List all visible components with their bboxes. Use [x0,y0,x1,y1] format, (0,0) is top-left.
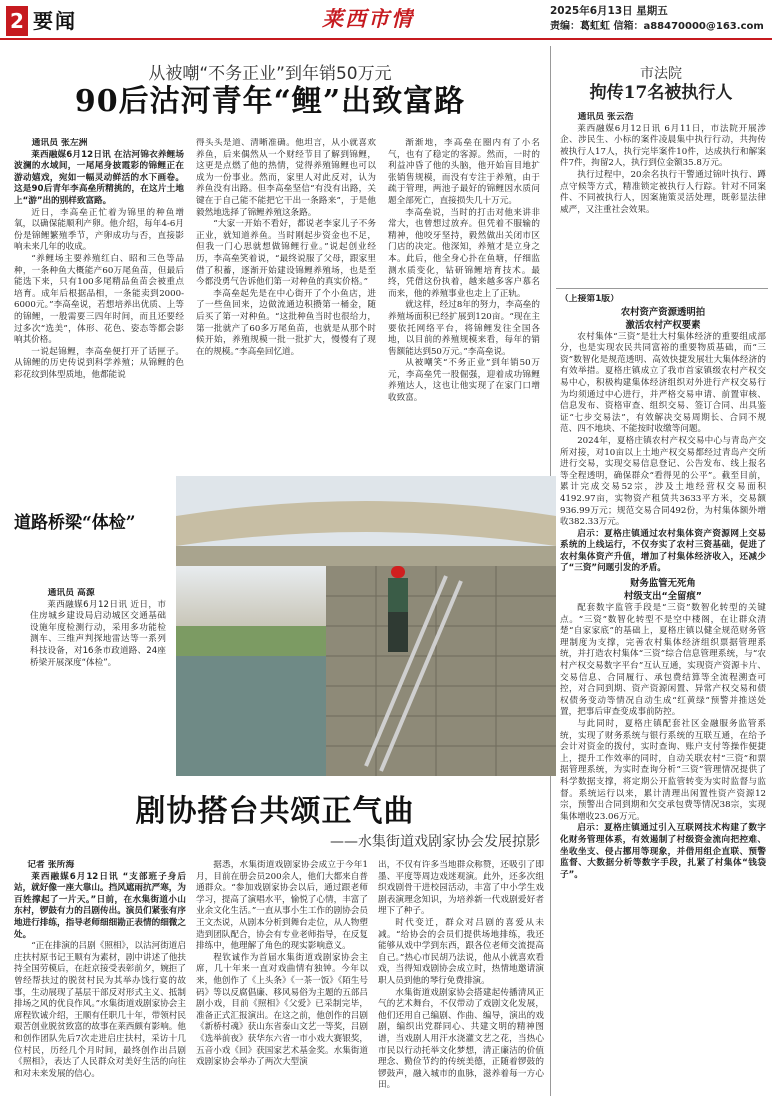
a3-title: 拘传17名被执行人 [589,83,733,103]
a2-reporter: 通讯员 高源 [47,588,95,598]
a3-body [560,112,766,282]
a5-col-3 [378,860,544,1100]
a2-title: 道路桥梁“体检” [14,513,136,533]
a1-title: 90后沽河青年“鲤”出致富路 [74,84,466,119]
a5-c3-p3: 水集街道戏剧家协会搭建起传播清风正气的艺术舞台，不仅带动了戏剧文化发展，他们还用自己编剧、作曲、编导，演出的戏剧，编织出党群同心、共建文明的精神图谱，当戏剧人用汗水浇灌文艺之花，当热心市民以行动托举文化梦想，清正廉洁的价值理念、勤俭节约的传统美德，正随着锣鼓的锣鼓声，融入城市的血脉，滋养着每一方心田。 [378,987,544,1091]
a5-subtitle: ——水集街道戏剧家协会发展掠影 [330,834,540,850]
a1-reporter: 通讯员 张左洲 [31,138,88,148]
a1-col-2 [196,138,376,428]
a5-c2-p2: 程钦诚作为首届水集街道戏剧家协会主席，几十年来一直对戏曲情有独钟。今年以来，他创作了《上头条》《一茶一饭》《陌生号码》等以反腐倡廉、移风易俗为主题的五部吕剧小戏，目前《照相》《父爱》已采制完毕，准备正式汇报演出。在这之前，他创作的吕剧《新桥村魂》获山东省泰山文艺一等奖，吕剧《选举前夜》获华东六省一市小戏大赛银奖，五音小戏《回》获国家艺术基金奖。水集街道戏剧家协会举办了两次大型演 [196,952,368,1068]
a3-kicker: 市法院 [640,66,682,82]
a2-text: 莱西融媒6月12日讯 近日，市住房城乡建设局启动城区交通基础设施年度检测行动，采用多功能检测车、三维声判探地雷达等一系列科技设备，对16条市政道路、24座桥梁开展深度“体检”。 [30,599,166,668]
a1-col-3 [388,138,540,428]
a4-insight-1: 启示：夏格庄镇通过农村集体资产资源网上交易系统的上线运行，不仅夯实了农村三资基础，促进了农村集体资产升值，增加了村集体经济收入，还减少了“三资”问题引发的矛盾。 [560,528,766,574]
a5-c2-p1: 据悉，水集街道戏剧家协会成立于今年1月，目前在册会员200余人，他们大都来自普通群众。“参加戏剧家协会以后，通过跟老师学习，提高了演唱水平，愉悦了心情，丰富了业余文化生活。”一直从事小生工作的剧协会员王文杰说，从剧本分析到舞台走位，从人物塑造到团队配合，协会有专业老师指导，在反复排练中，他理解了角色的现实影响意义。 [196,860,368,952]
a1-kicker: 从被嘲“不务正业”到年销50万元 [148,64,392,84]
a1-c3-p4: 从被嘲笑“不务正业”到年销50万元，李高垒凭一股倔强，迎着成功锦鲤养殖达人，这也让他实现了在家门口增收致富。 [388,358,540,404]
issue-date: 2025年6月13日 星期五 [550,5,668,17]
a4-insight-2: 启示：夏格庄镇通过引入互联网技术构建了数字化财务管理体系，有效遏制了村级资金流向把控难、坐收坐支、侵占挪用等现象，并借用组企直联、预警监督、大数据分析等数字手段，扎紧了村集体“钱袋子”。 [560,823,766,880]
a4-subtitle-1: 农村资产资源透明拍 激活农村产权要素 [620,306,706,331]
a3-p1: 莱西融媒6月12日讯 6月11日，市法院开展涉企、涉民生、小标的案件凌晨集中执行行动，共拘传被执行人17人，执行完毕案件10件，达成执行和解案件7件，拘留2人，执行到位金额35.8万元。 [560,123,766,169]
a5-c1-p1: 莱西融媒6月12日讯 “支部班子身后站，就好像一座大靠山。挡风遮雨抗严寒，为百姓撑起了一片天。”日前，在水集街道小山东村，锣鼓有力的吕剧传出。演员们紧张有序地进行排练，指导老师细细勘正表情的细微之处。 [14,871,186,940]
a4-p2: 2024年，夏格庄镇农村产权交易中心与青岛产交所对接，对10亩以上土地产权交易都经过青岛产交所进行交易，实现交易信息登记、公告发布、线上报名等全程透明，确保群众“看得见的公平”。截至目前，累计完成交易52宗，涉及土地经营权交易面积4192.97亩，实物资产租赁共3633平方米，交易额936.99万元；规范交易合同492份，为村集体额外增收382.33万元。 [560,435,766,528]
a4-continued: （上接第1版） [560,294,619,304]
a5-c1-p2: “正在排演的吕剧《照相》，以沽河街道启庄扶村原书记王顺有为素材，剧中讲述了他扶持全国劳模后，在赶京接受表彰前夕，婉拒了曾经帮扶过的脱贫村民为其举办饯行宴的故事，生动展现了基层干部反对形式主义、抵制排场之风的优良作风。”水集街道戏剧家协会主席程钦诚介绍，王顺有任职几十年，带领村民艰苦创业脱贫致富的故事在莱西颇有影响。他和创作团队先后7次走进启庄扶村，采访十几位村民，历经几个月时间，最终创作出吕剧《照相》，表达了人民群众对美好生活的向往和对未来发展的信心。 [14,941,186,1079]
newspaper-logo: 莱西市情 [322,6,414,31]
a3-p2: 执行过程中，20余名执行干警通过锦叶执行、蹲点守候等方式，精准锁定被执行人行踪。针对不同案件、不同被执行人，因案施策灵活处理，既彰显法律威严，又注重社会效果。 [560,169,766,215]
a4-subtitle-2: 财务监管无死角 村级支出“全留痕” [624,578,702,603]
section-title: 要闻 [33,9,77,33]
a5-col-1 [14,860,186,1100]
a5-c3-p2: 时代变迁，群众对吕剧的喜爱从未减。“给协会的会员们提供场地排练，我还能够从戏中学到东西，跟各位老师交流提高自己。”热心市民胡乃法说，他从小就喜欢看戏，当得知戏剧协会成立时，热情地邀请演职人员到他的琴行免费排演。 [378,917,544,986]
bridge-inspection-photo [176,476,556,776]
a5-reporter: 记者 张所海 [27,860,75,870]
a4-p4: 与此同时，夏格庄镇配套社区金融服务监管系统，实现了财务系统与银行系统的互联互通，在给予会计对资金的拨付，实时查询、账户支付等操作便捷上，提升工作效率的同时，自动关联农村“三资”和票据管理系统，为实时查询分析“三资”管理情况提供了科学数据支撑，将定期公开监管转变为实时监督与监督。系统运行以来，累计清理出闲置性资产资源12宗，预警出合同到期和欠交承包费等情况38宗，实现集体增收23.06万元。 [560,719,766,822]
a1-c2-p2: “大家一开始不看好，都说老李家儿子不务正业，就知道养鱼。当时刚起步资金也不足，但我一门心思就想做锦鲤行业。”说起创业经历，李高垒笑着说，“最终说服了父母，跟家里借了积蓄，逐渐开始建设锦鲤养殖场，也是至今都没勇气告诉他们第一对种鱼的真实价格。” [196,219,376,288]
a1-col-1 [14,138,184,474]
a1-c2-p3: 李高垒起先是在中心街开了个小鱼店，进了一些鱼回来，边做流通边积攒第一桶金，随后买了第一对种鱼。“这批种鱼当时也很给力，第一批就产了60多万尾鱼苗，也就是从那个时候开始，养殖规模一批一批扩大，慢慢有了现在的规模。”李高垒回忆道。 [196,288,376,357]
a4-p3: 配套数字监管手段是“三资”数智化转型的关键点。“三资”数智化转型不是空中楼阁，在让群众清楚“自家家底”的基础上，夏格庄镇以健全规范财务管理制度为支撑，完善农村集体经济组织票据管理系统，并打造农村集体“三资”综合信息管理系统，与“农村产权交易数字平台”互认互通，实现资产资源卡片、交易信息、合同履行、承包费结算等全流程溯查可控，对合同到期、资产资源闲置、异常产权交易和债权债务变动等情况自动生成“红黄绿”预警并推送处置，把事后审查变成事前防控。 [560,603,766,718]
a5-col-2 [196,860,368,1100]
a5-c3-p1: 出，不仅有许多当地群众称赞，还吸引了即墨、平度等周边戏迷观演。此外，还多次组织戏剧骨干进校园活动，丰富了中小学生戏剧表演理念知识，为培养新一代戏剧爱好者埋下了种子。 [378,860,544,917]
header-rule [0,38,772,40]
a3-reporter: 通讯员 张云浩 [577,112,634,122]
a4-p1: 农村集体“三资”是壮大村集体经济的重要组成部分，也是实现农民共同富裕的重要物质基础，而“三资”数智化是规范透明、高效快捷发展壮大集体经济的有效举措。夏格庄镇成立了我市首家镇级农村产权交易中心，积极构建集体经济组织对外进行产权交易行为均须通过中心进行，并严格交易申请、前置审核、信息发布、资格审查、组织交易、签订合同、出具鉴证“七步交易法”，有效解决交易周期长、合同不规范、四不地块、不能按时收缴等问题。 [560,331,766,435]
a5-title: 剧协搭台共颂正气曲 [135,794,415,829]
a4-body [560,294,766,1100]
a1-c1-p2: 近日，李高垒正忙着为锦里的种鱼增氧，以确保能顺利产卵。他介绍，每年4-6月份是锦鲤繁殖季节，产卵成功与否，直接影响未来几年的收成。 [14,207,184,253]
a1-c3-p2: 李高垒说，当时的打击对他来讲非常大，也曾想过放弃。但凭着不服输的精神，他咬牙坚持，毅然做出关闭市区门店的决定。他深知，养殖才是立身之本。此后，他全身心扑在鱼塘，仔细监测水质变化，钻研锦鲤培育技术。最终，凭借这份执着，越来越多客户慕名而来，他的养殖事业也走上了正轨。 [388,207,540,299]
a2-body [30,588,166,698]
a3-divider [556,288,768,289]
a1-c1-p3: “养鲤场主要养殖红白、昭和三色等品种，一条种鱼大概能产60万尾鱼苗，但最后能选下来，只有100多尾精品鱼苗会被重点培育。成年后根据品相，一条能卖到2000-6000元。”李高垒说，若想培养出优质、上等的锦鲤，一般需要三四年时间，而且还要经过多次“选美”，体形、花色、姿态等都会影响其价格。 [14,253,184,346]
a1-c1-p4: 一说起锦鲤，李高垒便打开了话匣子。从锦鲤的历史传说到科学养殖；从锦鲤的色彩花纹到体型质地，他都能说 [14,346,184,380]
a1-c3-p1: 渐渐地，李高垒在圈内有了小名气，也有了稳定的客源。然而，一时的利益冲昏了他的头脑，他开始盲目地扩张销售规模，而没有专注于养殖，由于疏于管理，两池子最好的锦鲤因水质问题全部死亡，直接损失几十万元。 [388,138,540,206]
editor-info: 责编：葛虹虹 信箱：a88470000@163.com [550,21,764,32]
a1-c3-p3: 就这样，经过8年的努力，李高垒的养殖场面积已经扩展到120亩。“现在主要依托网络平台，将锦鲤发往全国各地，以目前的养殖规模来看，每年的销售额能达到50万元。”李高垒说。 [388,300,540,357]
page-number: 2 [6,6,28,36]
a1-c2-p1: 得头头是道、清晰准确。他坦言，从小就喜欢养鱼，后来偶然从一个财经节目了解到锦鲤，这更是点燃了他的热情，觉得养殖锦鲤也可以成为一份事业。然而，家里人对此反对，认为养鱼没有出路。但李高垒坚信“有没有出路，关键在于自己能不能把它干出一条路来”，于是他毅然地选择了锦鲤养殖这条路。 [196,138,376,218]
a1-c1-p1: 莱西融媒6月12日讯 在沽河锦衣养鲤场波澜的水域间，一尾尾身披霞彩的锦鲤正在游动嬉戏，宛如一幅灵动鲜活的水下画卷。这是90后青年李高垒所精挑的，在这片土地上“游”出的别样致富路。 [14,149,184,206]
